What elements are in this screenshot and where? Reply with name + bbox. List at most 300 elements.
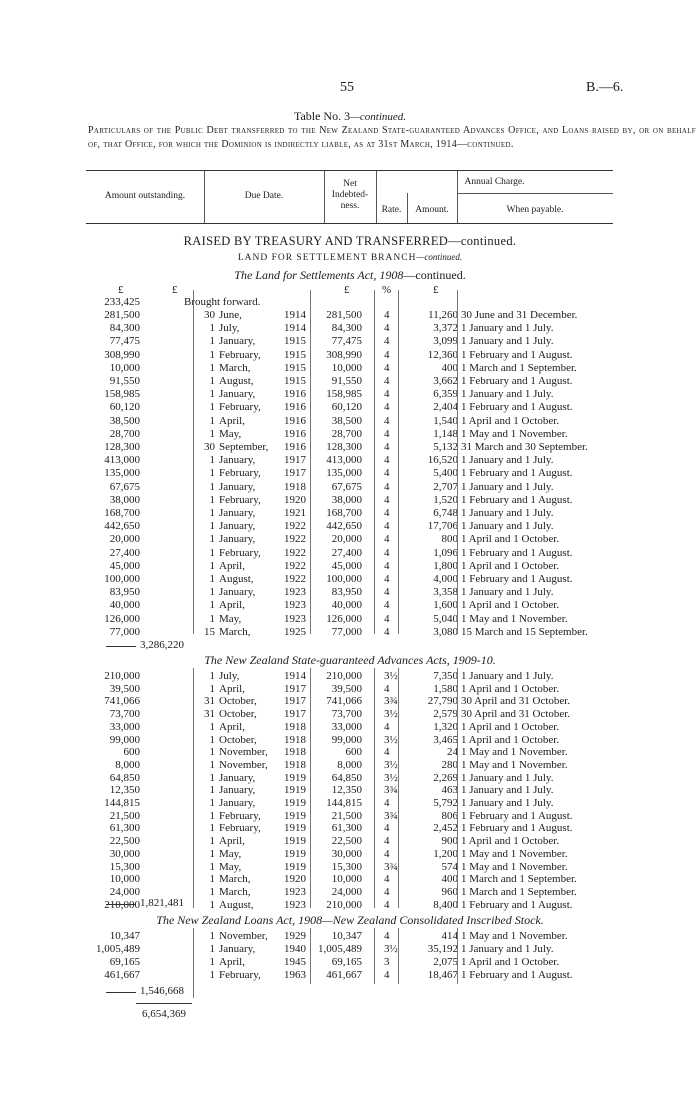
- cell-dd: 1: [209, 797, 215, 809]
- header-amount: Amount.: [415, 205, 449, 215]
- cell-am: 5,400: [433, 467, 458, 480]
- cell-wp: 1 January and 1 July.: [461, 480, 554, 493]
- cell-amt: 84,300: [109, 322, 140, 335]
- cell-ni: 22,500: [331, 835, 362, 848]
- cell-dm: August,: [219, 375, 254, 387]
- cell-ni: 10,000: [331, 873, 362, 886]
- cell-amt: 20,000: [109, 533, 140, 546]
- cell-dm: April,: [219, 414, 245, 427]
- cell-amt: 73,700: [109, 708, 140, 721]
- cell-dy: 1918: [284, 720, 306, 733]
- cell-dd: 1: [209, 322, 215, 335]
- table-row: [0, 454, 700, 467]
- cell-dy: 1918: [284, 733, 306, 746]
- cell-wp: 1 March and 1 September.: [461, 873, 577, 886]
- cell-dd: 1: [209, 507, 215, 519]
- cell-ni: 144,815: [326, 797, 362, 809]
- cell-wp: 31 March and 30 September.: [461, 441, 588, 453]
- cell-dm: April,: [219, 720, 245, 733]
- cell-ni: 308,990: [326, 348, 362, 361]
- table-row: [0, 772, 700, 785]
- cell-wp: 1 February and 1 August.: [461, 348, 573, 361]
- cell-dy: 1919: [284, 771, 306, 784]
- cell-rt: 4: [384, 559, 390, 572]
- cell-ni: 33,000: [331, 720, 362, 733]
- cell-dd: 15: [204, 625, 215, 638]
- cell-dm: August,: [219, 573, 254, 585]
- cell-dd: 1: [209, 758, 215, 771]
- rule-rate-3: [374, 928, 375, 984]
- cell-rt: 4: [384, 835, 390, 848]
- cell-dm: May,: [219, 860, 242, 873]
- cell-rt: 4: [384, 520, 390, 533]
- cell-rt: 4: [384, 401, 390, 414]
- table-row: [0, 969, 700, 982]
- table-row: [0, 784, 700, 797]
- cell-am: 800: [441, 533, 458, 546]
- table-row: [0, 930, 700, 943]
- cell-dd: 1: [209, 612, 215, 625]
- cell-am: 7,350: [433, 670, 458, 682]
- cell-amt: 8,000: [115, 758, 140, 771]
- cell-wp: 1 May and 1 November.: [461, 427, 568, 440]
- cell-dy: 1918: [284, 480, 306, 493]
- cell-dd: 1: [209, 388, 215, 401]
- cell-ni: 158,985: [326, 388, 362, 401]
- cell-ni: 69,165: [331, 956, 362, 968]
- cell-wp: 1 April and 1 October.: [461, 414, 560, 427]
- cell-amt: 38,000: [109, 493, 140, 506]
- cell-amt: 30,000: [109, 847, 140, 860]
- cell-dm: January,: [219, 388, 256, 401]
- cell-dd: 1: [209, 559, 215, 572]
- header-amount-outstanding: Amount outstanding.: [104, 191, 186, 201]
- cell-dy: 1917: [284, 454, 306, 467]
- cell-am: 3,465: [433, 733, 458, 746]
- table-row: [0, 708, 700, 721]
- act-heading-1-suffix: —continued.: [403, 268, 466, 282]
- cell-rt: 4: [384, 822, 390, 835]
- cell-rt: 4: [384, 573, 390, 585]
- cell-am: 1,096: [433, 546, 458, 559]
- cell-amt: 158,985: [104, 388, 140, 401]
- cell-wp: 1 March and 1 September.: [461, 885, 577, 898]
- cell-am: 4,000: [433, 573, 458, 585]
- cell-wp: 1 January and 1 July.: [461, 784, 554, 797]
- cell-dy: 1923: [284, 898, 306, 911]
- cell-dm: January,: [219, 454, 256, 467]
- cell-dm: February,: [219, 822, 261, 835]
- cell-dy: 1920: [284, 493, 306, 506]
- cell-amt: 83,950: [109, 586, 140, 599]
- cell-amt: 24,000: [109, 885, 140, 898]
- cell-wp: 1 February and 1 August.: [461, 493, 573, 506]
- total-rule: [136, 1003, 192, 1004]
- table-row: [0, 467, 700, 480]
- rule-when-1: [457, 290, 458, 634]
- table-title-main: Table No. 3: [293, 109, 351, 123]
- cell-ni: 442,650: [326, 520, 362, 533]
- cell-rt: 3¾: [384, 860, 398, 873]
- cell-ni: 413,000: [326, 454, 362, 467]
- cell-ni: 28,700: [331, 427, 362, 440]
- cell-amt: 99,000: [109, 733, 140, 746]
- cell-am: 463: [441, 784, 458, 797]
- cell-dd: 1: [209, 873, 215, 886]
- cell-dd: 1: [209, 375, 215, 387]
- cell-dm: June,: [219, 309, 242, 321]
- cell-wp: 1 February and 1 August.: [461, 467, 573, 480]
- cell-dm: May,: [219, 427, 242, 440]
- cell-am: 1,520: [433, 493, 458, 506]
- table-title: [0, 109, 700, 124]
- cell-rt: 4: [384, 375, 390, 387]
- cell-wp: 1 May and 1 November.: [461, 930, 568, 942]
- cell-dy: 1940: [284, 943, 306, 955]
- cell-dy: 1914: [284, 670, 306, 682]
- cell-dm: January,: [219, 784, 256, 797]
- table-row: [0, 494, 700, 507]
- cell-rt: 4: [384, 682, 390, 695]
- table-row: [0, 520, 700, 533]
- cell-dy: 1921: [284, 507, 306, 519]
- cell-wp: 1 February and 1 August.: [461, 573, 573, 585]
- rule-when-3: [457, 928, 458, 984]
- cell-ni: 15,300: [331, 860, 362, 873]
- cell-dd: 1: [209, 682, 215, 695]
- cell-ni: 40,000: [331, 599, 362, 612]
- rule-due-date-3: [193, 928, 194, 998]
- cell-amt: 60,120: [109, 401, 140, 414]
- cell-dy: 1922: [284, 520, 306, 533]
- cell-dm: October,: [219, 695, 257, 708]
- cell-amt: 22,500: [109, 835, 140, 848]
- cell-wp: 30 April and 31 October.: [461, 708, 571, 721]
- cell-dd: 1: [209, 746, 215, 759]
- cell-wp: 1 January and 1 July.: [461, 335, 554, 348]
- cell-rt: 4: [384, 348, 390, 361]
- cell-dd: 1: [209, 930, 215, 942]
- table-row: [0, 560, 700, 573]
- cell-dy: 1923: [284, 586, 306, 599]
- cell-am: 1,800: [433, 559, 458, 572]
- cell-dd: 1: [209, 480, 215, 493]
- cell-am: 8,400: [433, 898, 458, 911]
- cell-dm: November,: [219, 930, 268, 942]
- cell-amt: 10,000: [109, 361, 140, 374]
- cell-wp: 1 January and 1 July.: [461, 507, 554, 519]
- cell-rt: 4: [384, 746, 390, 759]
- cell-ni: 61,300: [331, 822, 362, 835]
- cell-dm: March,: [219, 625, 251, 638]
- cell-wp: 1 February and 1 August.: [461, 822, 573, 835]
- cell-dy: 1925: [284, 625, 306, 638]
- cell-rt: 3½: [384, 670, 398, 682]
- table-row: [0, 861, 700, 874]
- cell-dd: 1: [209, 733, 215, 746]
- table-title-suffix: —continued.: [350, 111, 407, 123]
- cell-amt: 168,700: [104, 507, 140, 519]
- act-heading-2: The New Zealand State-guaranteed Advances Acts, 1909-10.: [204, 653, 496, 667]
- cell-ni: 8,000: [337, 758, 362, 771]
- cell-ni: 77,475: [331, 335, 362, 348]
- cell-am: 3,662: [433, 375, 458, 387]
- cell-am: 1,580: [433, 682, 458, 695]
- table-row: [0, 547, 700, 560]
- table-row: [0, 428, 700, 441]
- cell-dm: February,: [219, 401, 261, 414]
- cell-dd: 1: [209, 860, 215, 873]
- grand-total: 6,654,369: [142, 1008, 186, 1020]
- cell-ni: 10,347: [331, 930, 362, 942]
- cell-dd: 1: [209, 771, 215, 784]
- cell-ni: 10,000: [331, 361, 362, 374]
- cell-ni: 84,300: [331, 322, 362, 335]
- cell-dd: 31: [204, 708, 215, 721]
- cell-amt: 33,000: [109, 720, 140, 733]
- rule-due-date-2: [193, 668, 194, 908]
- cell-wp: 1 May and 1 November.: [461, 847, 568, 860]
- cell-amt: 91,550: [109, 375, 140, 387]
- page-reference: B.—6.: [586, 80, 624, 95]
- cell-am: 24: [447, 746, 458, 759]
- cell-dd: 1: [209, 670, 215, 682]
- cell-ni: 67,675: [331, 480, 362, 493]
- brought-forward-amount: 233,425: [104, 296, 140, 308]
- cell-dd: 1: [209, 533, 215, 546]
- cell-dy: 1916: [284, 388, 306, 401]
- cell-rt: 4: [384, 885, 390, 898]
- cell-wp: 1 April and 1 October.: [461, 956, 560, 968]
- cell-dy: 1923: [284, 885, 306, 898]
- table-row: [0, 322, 700, 335]
- cell-dd: 1: [209, 898, 215, 911]
- cell-dy: 1915: [284, 375, 306, 387]
- rule-net-3: [310, 928, 311, 984]
- cell-dm: January,: [219, 771, 256, 784]
- cell-dd: 30: [204, 309, 215, 321]
- cell-dy: 1963: [284, 969, 306, 981]
- cell-dd: 1: [209, 809, 215, 822]
- cell-ni: 461,667: [326, 969, 362, 981]
- cell-dd: 1: [209, 956, 215, 968]
- cell-amt: 126,000: [104, 612, 140, 625]
- branch-title: [0, 252, 700, 263]
- cell-dd: 1: [209, 335, 215, 348]
- cell-amt: 1,005,489: [96, 943, 140, 955]
- cell-amt: 38,500: [109, 414, 140, 427]
- cell-wp: 1 April and 1 October.: [461, 682, 560, 695]
- cell-wp: 1 February and 1 August.: [461, 546, 573, 559]
- cell-dy: 1929: [284, 930, 306, 942]
- table-row: [0, 835, 700, 848]
- cell-dm: February,: [219, 493, 261, 506]
- table-row: [0, 375, 700, 388]
- header-annual-charge: Annual Charge.: [464, 177, 525, 187]
- cell-amt: 67,675: [109, 480, 140, 493]
- header-when-payable: When payable.: [506, 205, 564, 215]
- cell-ni: 73,700: [331, 708, 362, 721]
- cell-dy: 1919: [284, 797, 306, 809]
- branch-suffix: —continued.: [416, 252, 463, 262]
- act-heading-1: [0, 268, 700, 283]
- rule-amount-3: [398, 928, 399, 984]
- cell-dy: 1919: [284, 847, 306, 860]
- cell-ni: 77,000: [331, 625, 362, 638]
- cell-wp: 1 January and 1 July.: [461, 454, 554, 467]
- cell-dm: February,: [219, 809, 261, 822]
- cell-ni: 20,000: [331, 533, 362, 546]
- cell-amt: 28,700: [109, 427, 140, 440]
- rule-rate-1: [374, 290, 375, 634]
- cell-rt: 4: [384, 546, 390, 559]
- cell-am: 1,148: [433, 427, 458, 440]
- table-row: [0, 848, 700, 861]
- cell-rt: 4: [384, 427, 390, 440]
- cell-dm: July,: [219, 322, 240, 335]
- rule-when-2: [457, 668, 458, 908]
- cell-am: 2,269: [433, 771, 458, 784]
- cell-dd: 1: [209, 414, 215, 427]
- table-row: [0, 388, 700, 401]
- cell-wp: 1 February and 1 August.: [461, 898, 573, 911]
- cell-dm: May,: [219, 847, 242, 860]
- table-row: [0, 886, 700, 899]
- cell-rt: 4: [384, 612, 390, 625]
- cell-rt: 4: [384, 898, 390, 911]
- cell-dy: 1916: [284, 441, 306, 453]
- cell-dm: November,: [219, 746, 268, 759]
- table-row: [0, 943, 700, 956]
- cell-dy: 1917: [284, 708, 306, 721]
- cell-rt: 3½: [384, 771, 398, 784]
- cell-dy: 1915: [284, 361, 306, 374]
- cell-amt: 413,000: [104, 454, 140, 467]
- table-row: [0, 401, 700, 414]
- cell-am: 2,452: [433, 822, 458, 835]
- table-row: [0, 822, 700, 835]
- cell-amt: 39,500: [109, 682, 140, 695]
- table-row: [0, 415, 700, 428]
- cell-rt: 4: [384, 493, 390, 506]
- cell-dy: 1922: [284, 546, 306, 559]
- cell-dm: April,: [219, 956, 245, 968]
- cell-dy: 1922: [284, 573, 306, 585]
- cell-rt: 3: [384, 956, 390, 968]
- cell-wp: 15 March and 15 September.: [461, 625, 588, 638]
- cell-am: 5,792: [433, 797, 458, 809]
- cell-rt: 3¾: [384, 784, 398, 797]
- cell-am: 400: [441, 873, 458, 886]
- cell-dy: 1915: [284, 335, 306, 348]
- rule-amount-2: [398, 668, 399, 908]
- cell-dd: 1: [209, 427, 215, 440]
- cell-dd: 1: [209, 401, 215, 414]
- cell-amt: 128,300: [104, 441, 140, 453]
- cell-rt: 4: [384, 586, 390, 599]
- cell-rt: 4: [384, 625, 390, 638]
- cell-dm: January,: [219, 943, 256, 955]
- cell-ni: 168,700: [326, 507, 362, 519]
- cell-wp: 30 June and 31 December.: [461, 309, 578, 321]
- cell-dy: 1917: [284, 695, 306, 708]
- cell-am: 11,260: [428, 309, 458, 321]
- cell-wp: 1 April and 1 October.: [461, 559, 560, 572]
- cell-ni: 21,500: [331, 809, 362, 822]
- cell-amt: 100,000: [104, 573, 140, 585]
- cell-dm: August,: [219, 898, 254, 911]
- cell-amt: 69,165: [109, 956, 140, 968]
- cell-dy: 1918: [284, 758, 306, 771]
- table-row: [0, 613, 700, 626]
- table-row: [0, 721, 700, 734]
- cell-am: 3,099: [433, 335, 458, 348]
- cell-dy: 1945: [284, 956, 306, 968]
- cell-rt: 4: [384, 414, 390, 427]
- cell-amt: 10,000: [109, 873, 140, 886]
- table-row: [0, 335, 700, 348]
- cell-am: 6,748: [433, 507, 458, 519]
- cell-dm: January,: [219, 520, 256, 533]
- cell-rt: 4: [384, 467, 390, 480]
- cell-am: 280: [441, 758, 458, 771]
- cell-dd: 1: [209, 546, 215, 559]
- table-row: [0, 670, 700, 683]
- cell-dd: 1: [209, 520, 215, 533]
- cell-dm: January,: [219, 586, 256, 599]
- cell-dm: February,: [219, 546, 261, 559]
- cell-dy: 1919: [284, 835, 306, 848]
- cell-dd: 1: [209, 454, 215, 467]
- cell-wp: 1 April and 1 October.: [461, 720, 560, 733]
- cell-dm: November,: [219, 758, 268, 771]
- cell-rt: 4: [384, 797, 390, 809]
- table-row: [0, 683, 700, 696]
- cell-dy: 1922: [284, 533, 306, 546]
- cell-am: 900: [441, 835, 458, 848]
- cell-amt: 135,000: [104, 467, 140, 480]
- table-row: [0, 746, 700, 759]
- cell-rt: 4: [384, 309, 390, 321]
- cell-dd: 1: [209, 720, 215, 733]
- cell-ni: 38,500: [331, 414, 362, 427]
- rule-rate-2: [374, 668, 375, 908]
- header-net-indebtedness: Net Indebted- ness.: [331, 179, 369, 211]
- table-row: [0, 349, 700, 362]
- cell-amt: 61,300: [109, 822, 140, 835]
- cell-am: 414: [441, 930, 458, 942]
- cell-rt: 3½: [384, 708, 398, 721]
- cell-dm: September,: [219, 441, 269, 453]
- header-due-date: Due Date.: [244, 191, 284, 201]
- cell-dm: February,: [219, 969, 261, 981]
- cell-am: 2,404: [433, 401, 458, 414]
- cell-dd: 1: [209, 573, 215, 585]
- table-row: [0, 734, 700, 747]
- act-heading-3: The New Zealand Loans Act, 1908—New Zealand Consolidated Inscribed Stock.: [156, 913, 544, 927]
- cell-dd: 31: [204, 695, 215, 708]
- unit-percent: %: [382, 284, 392, 296]
- cell-ni: 126,000: [326, 612, 362, 625]
- cell-wp: 1 April and 1 October.: [461, 599, 560, 612]
- cell-wp: 1 January and 1 July.: [461, 670, 554, 682]
- cell-dm: April,: [219, 835, 245, 848]
- table-row: [0, 533, 700, 546]
- cell-amt: 77,000: [109, 625, 140, 638]
- cell-am: 3,080: [433, 625, 458, 638]
- cell-dm: April,: [219, 559, 245, 572]
- cell-dy: 1915: [284, 348, 306, 361]
